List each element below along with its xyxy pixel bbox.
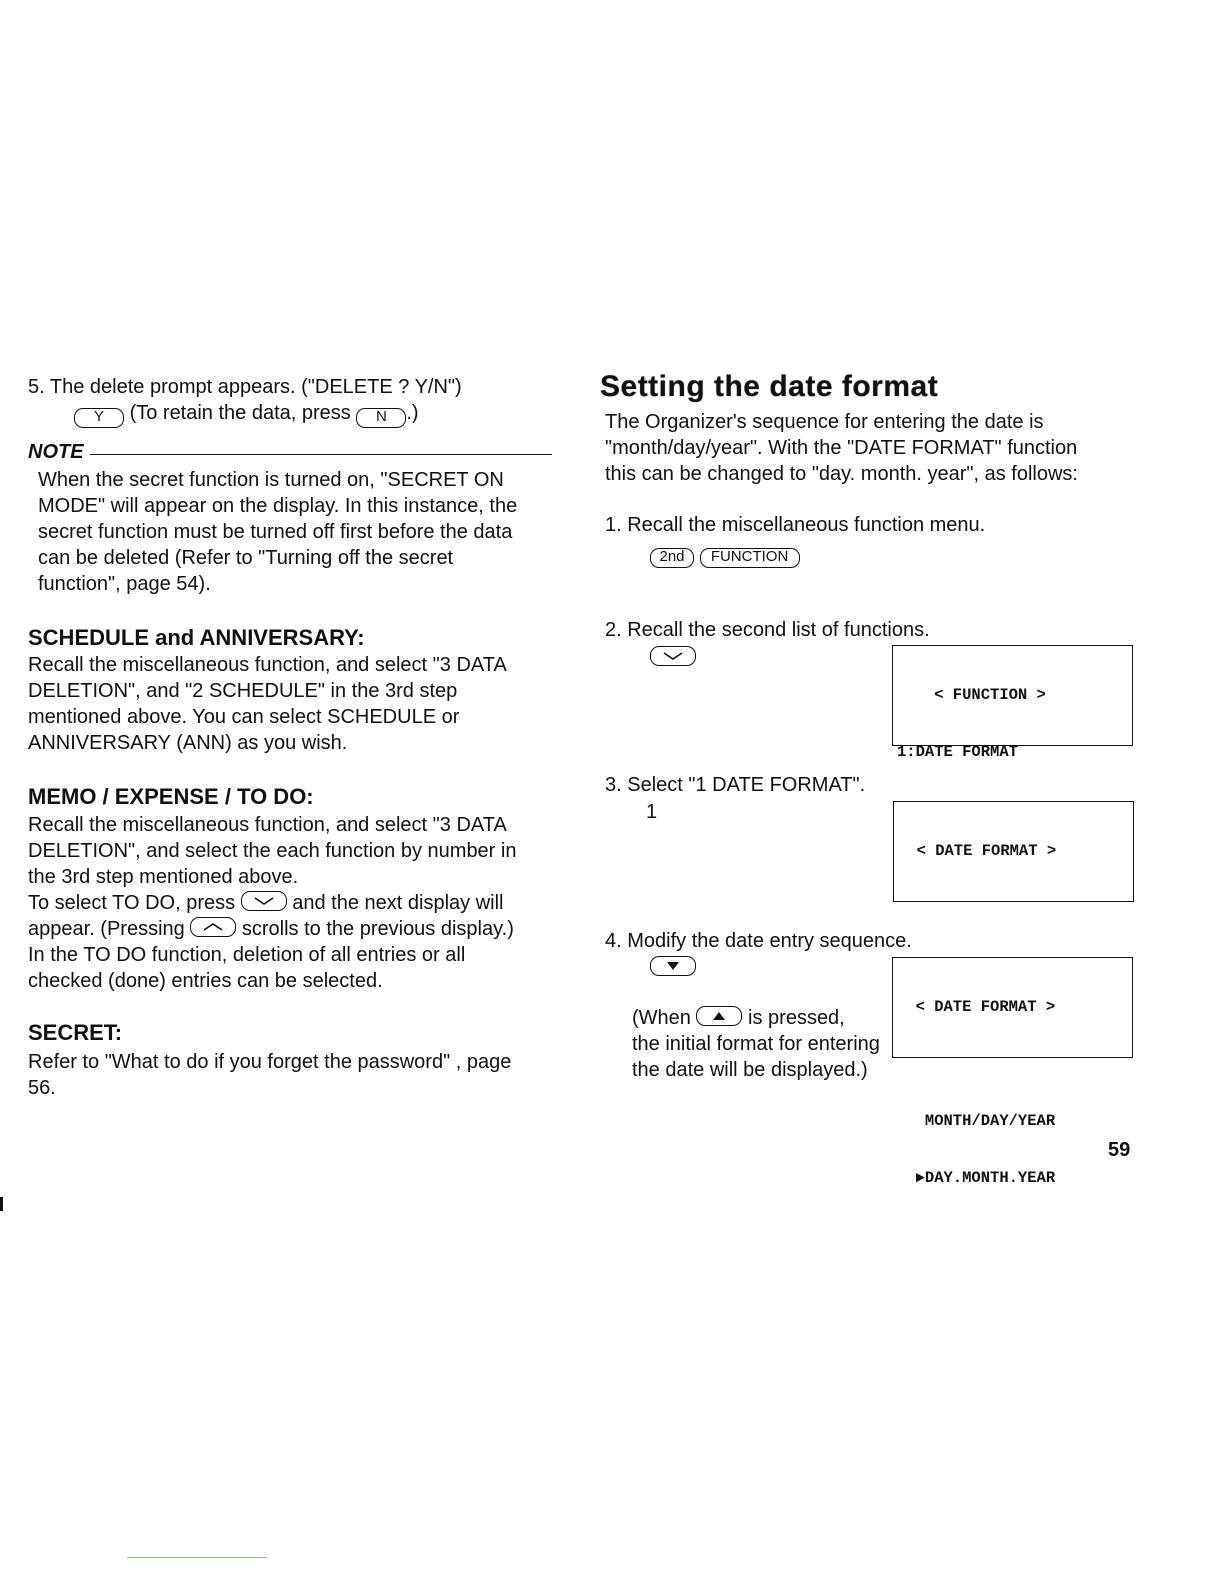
schedule-line: Recall the miscellaneous function, and select "3 DATA <box>28 654 507 676</box>
secret-heading: SECRET: <box>28 1020 123 1045</box>
intro-line: "month/day/year". With the "DATE FORMAT" function <box>605 437 1078 459</box>
appear-text-b: scrolls to the previous display.) <box>241 918 514 940</box>
step1-keys <box>650 540 800 568</box>
step4-text: 4. Modify the date entry sequence. <box>605 930 912 952</box>
scan-mark <box>0 1197 3 1211</box>
y-key: Y <box>74 408 124 428</box>
step5-retain-line <box>74 400 419 428</box>
step3-entry: 1 <box>646 801 658 823</box>
lcd-option: MONTH/DAY/YEAR <box>897 1112 1056 1130</box>
down-arrow-key-icon <box>241 891 287 911</box>
step2-text: 2. Recall the second list of functions. <box>605 619 930 641</box>
step4-note-line: the initial format for entering <box>632 1033 880 1055</box>
step5-line: 5. The delete prompt appears. ("DELETE ? Y/N") <box>28 376 462 398</box>
retain-end: .) <box>406 402 419 424</box>
when-text-b: is pressed, <box>748 1007 845 1029</box>
intro-body <box>605 409 1078 487</box>
retain-text: (To retain the data, press <box>129 402 351 424</box>
lcd-function-display <box>892 645 1133 761</box>
memo-line: DELETION", and select the each function by number in <box>28 840 517 862</box>
down-triangle-key-icon <box>650 956 696 976</box>
step2-key-row <box>650 645 696 671</box>
note-line: function", page 54). <box>38 573 211 595</box>
secret-line: 56. <box>28 1077 56 1099</box>
schedule-line: DELETION", and "2 SCHEDULE" in the 3rd step <box>28 680 458 702</box>
memo-body <box>28 812 516 994</box>
up-triangle-key-icon <box>696 1006 742 1026</box>
lcd-date-format-display-1 <box>893 801 1134 902</box>
lcd-line: < FUNCTION > <box>897 686 1046 704</box>
step3-text: 3. Select "1 DATE FORMAT". <box>605 774 866 796</box>
step4-note <box>632 1005 880 1083</box>
n-key: N <box>356 408 406 428</box>
note-body <box>38 467 517 597</box>
intro-line: The Organizer's sequence for entering the date is <box>605 411 1044 433</box>
note-line: can be deleted (Refer to "Turning off the secret <box>38 547 454 569</box>
schedule-line: ANNIVERSARY (ANN) as you wish. <box>28 732 348 754</box>
todo-text-b: and the next display will <box>292 892 504 914</box>
down-arrow-key-icon <box>650 646 696 666</box>
memo-tail-line: checked (done) entries can be selected. <box>28 970 383 992</box>
todo-text-a: To select TO DO, press <box>28 892 236 914</box>
memo-tail-line: In the TO DO function, deletion of all entries or all <box>28 944 466 966</box>
note-heading: NOTE <box>28 441 84 463</box>
appear-line <box>28 916 516 942</box>
todo-line <box>28 890 516 916</box>
note-rule <box>90 454 552 455</box>
step4-key-row <box>650 955 696 981</box>
function-key: FUNCTION <box>700 548 800 568</box>
memo-line: Recall the miscellaneous function, and select "3 DATA <box>28 814 507 836</box>
note-line: MODE" will appear on the display. In this instance, the <box>38 495 518 517</box>
schedule-body <box>28 652 507 756</box>
section-title: Setting the date format <box>600 370 939 403</box>
up-arrow-key-icon <box>190 917 236 937</box>
page-number: 59 <box>1108 1139 1131 1161</box>
2nd-key: 2nd <box>650 548 694 568</box>
when-line <box>632 1005 880 1031</box>
lcd-title: < DATE FORMAT > <box>897 998 1056 1016</box>
schedule-line: mentioned above. You can select SCHEDULE or <box>28 706 460 728</box>
step4-note-line: the date will be displayed.) <box>632 1059 868 1081</box>
memo-heading: MEMO / EXPENSE / TO DO: <box>28 784 314 809</box>
when-text-a: (When <box>632 1007 691 1029</box>
memo-line: the 3rd step mentioned above. <box>28 866 299 888</box>
schedule-heading: SCHEDULE and ANNIVERSARY: <box>28 625 365 650</box>
lcd-title: < DATE FORMAT > <box>898 842 1057 860</box>
secret-line: Refer to "What to do if you forget the password" , page <box>28 1051 512 1073</box>
note-line: secret function must be turned off first before the data <box>38 521 513 543</box>
scan-line <box>127 1557 267 1558</box>
step1-text: 1. Recall the miscellaneous function menu. <box>605 514 986 536</box>
secret-body <box>28 1049 511 1101</box>
lcd-line: 1:DATE FORMAT <box>897 743 1018 761</box>
lcd-option: ►DAY.MONTH.YEAR <box>897 1169 1056 1187</box>
intro-line: this can be changed to "day. month. year", as follows: <box>605 463 1078 485</box>
note-line: When the secret function is turned on, "SECRET ON <box>38 469 504 491</box>
appear-text-a: appear. (Pressing <box>28 918 185 940</box>
